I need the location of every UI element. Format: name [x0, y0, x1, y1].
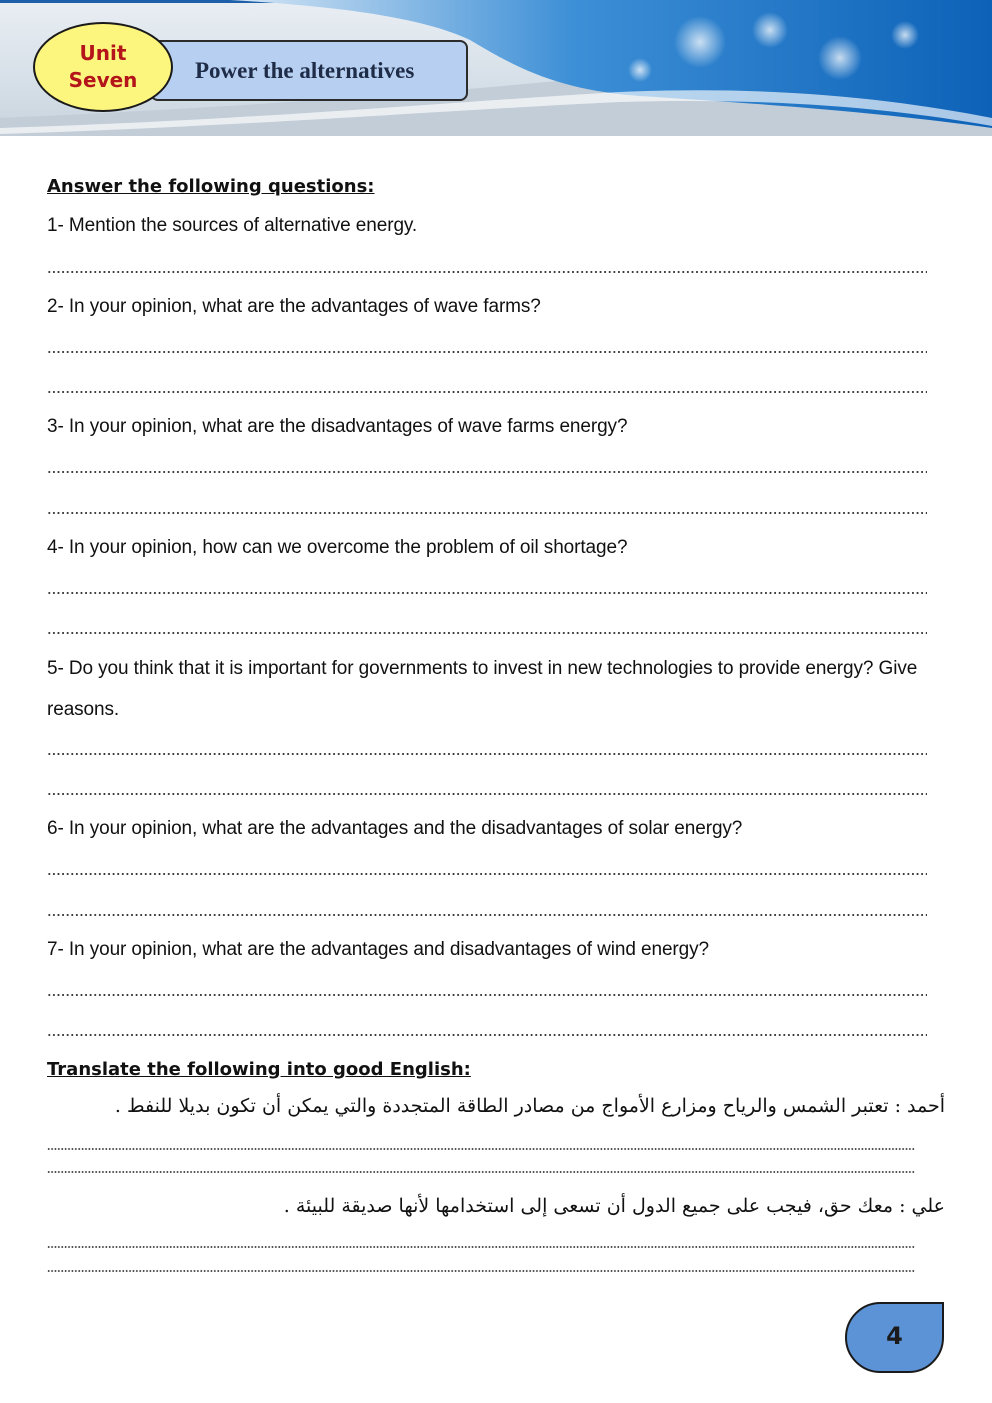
unit-label-line2: Seven	[68, 68, 138, 92]
unit-title: Power the alternatives	[195, 57, 415, 83]
unit-title-box	[150, 40, 468, 101]
page-number: 4	[886, 1321, 903, 1350]
answer-line-6a[interactable]	[47, 872, 927, 876]
translation-line-2b[interactable]	[47, 1269, 915, 1273]
answer-line-7a[interactable]	[47, 993, 927, 997]
answer-line-4b[interactable]	[47, 631, 927, 635]
answer-line-1a[interactable]	[47, 270, 927, 274]
question-5: 5- Do you think that it is important for governments to invest in new technologies to provide energy? Give	[47, 658, 918, 679]
translation-line-1a[interactable]	[47, 1147, 915, 1151]
unit-label-oval	[33, 22, 173, 112]
page-number-badge	[845, 1302, 944, 1373]
answer-line-7b[interactable]	[47, 1033, 927, 1037]
question-3: 3- In your opinion, what are the disadvantages of wave farms energy?	[47, 416, 628, 437]
answer-line-3b[interactable]	[47, 511, 927, 515]
arabic-sentence-2: علي : معك حق، فيجب على جميع الدول أن تسعى إلى استخدامها لأنها صديقة للبيئة .	[283, 1195, 945, 1217]
questions-heading: Answer the following questions:	[47, 176, 375, 197]
question-1: 1- Mention the sources of alternative energy.	[47, 215, 418, 236]
translation-line-2a[interactable]	[47, 1245, 915, 1249]
unit-label-line1: Unit	[79, 41, 127, 65]
arabic-sentence-1: أحمد : تعتبر الشمس والرياح ومزارع الأمواج من مصادر الطاقة المتجددة والتي يمكن أن تكون بديلا للنفط .	[114, 1095, 945, 1117]
answer-line-4a[interactable]	[47, 591, 927, 595]
question-7: 7- In your opinion, what are the advantages and disadvantages of wind energy?	[47, 939, 709, 960]
question-5-continuation: reasons.	[47, 699, 120, 720]
answer-line-3a[interactable]	[47, 470, 927, 474]
answer-line-5b[interactable]	[47, 792, 927, 796]
translation-line-1b[interactable]	[47, 1170, 915, 1174]
question-2: 2- In your opinion, what are the advantages of wave farms?	[47, 296, 541, 317]
answer-line-2a[interactable]	[47, 350, 927, 354]
question-6: 6- In your opinion, what are the advantages and the disadvantages of solar energy?	[47, 818, 743, 839]
answer-line-5a[interactable]	[47, 752, 927, 756]
translate-heading: Translate the following into good English:	[47, 1059, 471, 1080]
question-4: 4- In your opinion, how can we overcome the problem of oil shortage?	[47, 537, 628, 558]
answer-line-2b[interactable]	[47, 390, 927, 394]
answer-line-6b[interactable]	[47, 913, 927, 917]
